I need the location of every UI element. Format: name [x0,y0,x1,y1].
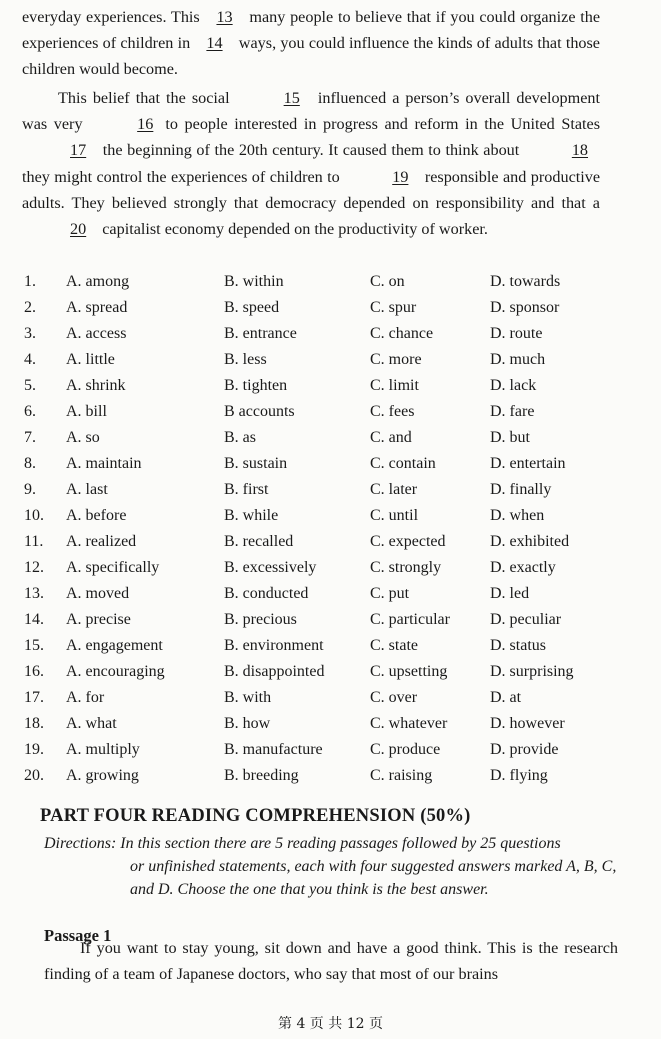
option-d: D. exhibited [490,533,570,550]
question-number: 6. [24,403,36,420]
option-c: C. state [370,637,418,654]
option-c: C. strongly [370,559,442,576]
question-number: 10. [24,507,44,524]
question-number: 14. [24,611,44,628]
blank-13: 13 [216,8,233,26]
option-row [24,425,604,451]
option-a: A. multiply [66,741,140,758]
option-row [24,763,604,789]
blank-15: 15 [283,89,300,107]
option-a: A. encouraging [66,663,165,680]
option-c: C. later [370,481,418,498]
option-row [24,295,604,321]
cloze-text: responsible and productive adults. They believed strongly that democracy depended on responsibility and that a [22,167,601,212]
option-b: B. recalled [224,533,294,550]
option-row [24,711,604,737]
option-d: D. route [490,325,543,342]
page-footer: 第 4 页 共 12 页 [278,1016,383,1032]
option-row [24,581,604,607]
cloze-text: capitalist economy depended on the productivity of worker. [102,220,488,239]
option-a: A. for [66,689,105,706]
option-a: A. little [66,351,115,368]
option-a: A. specifically [66,559,160,576]
option-d: D. led [490,585,530,602]
option-b: B. conducted [224,585,309,602]
option-a: A. growing [66,767,139,784]
blank-19: 19 [392,167,409,186]
option-c: C. more [370,351,422,368]
directions-line-1: In this section there are 5 reading passages followed by 25 questions [120,835,561,852]
option-d: D. exactly [490,559,556,576]
cloze-text: influenced a person’s overall development was very [22,89,601,134]
option-c: C. spur [370,299,417,316]
option-b: B. speed [224,299,280,316]
question-number: 12. [24,559,44,576]
option-d: D. peculiar [490,611,562,628]
option-b: B. environment [224,637,324,654]
option-b: B. breeding [224,767,299,784]
option-b: B. disappointed [224,663,325,680]
question-number: 20. [24,767,44,784]
option-a: A. access [66,325,127,342]
option-d: D. flying [490,767,548,784]
option-b: B. sustain [224,455,288,472]
option-row [24,529,604,555]
cloze-paragraph-1 [22,4,600,83]
option-c: C. on [370,273,405,290]
question-number: 4. [24,351,36,368]
option-a: A. maintain [66,455,142,472]
question-number: 17. [24,689,44,706]
option-b: B. how [224,715,271,732]
option-c: C. particular [370,611,450,628]
question-number: 1. [24,273,36,290]
cloze-text: This belief that the social [58,89,230,107]
option-row [24,503,604,529]
option-row [24,373,604,399]
option-c: C. put [370,585,410,602]
option-d: D. status [490,637,546,654]
option-row [24,737,604,763]
option-row [24,555,604,581]
option-row [24,399,604,425]
option-b: B. as [224,429,256,446]
option-a: A. shrink [66,377,126,394]
question-number: 3. [24,325,36,342]
option-d: D. at [490,689,522,706]
option-d: D. towards [490,273,561,290]
option-c: C. contain [370,455,436,472]
question-number: 11. [24,533,44,550]
option-c: C. expected [370,533,446,550]
option-d: D. when [490,507,545,524]
option-c: C. fees [370,403,415,420]
option-b: B. less [224,351,267,368]
option-b: B. entrance [224,325,297,342]
blank-14: 14 [206,34,223,53]
options-list [24,269,604,789]
passage-title: Passage 1 [44,926,112,945]
directions [44,832,618,901]
option-b: B. tighten [224,377,288,394]
question-number: 15. [24,637,44,654]
option-d: D. much [490,351,546,368]
option-b: B accounts [224,403,295,420]
option-c: C. produce [370,741,441,758]
option-d: D. fare [490,403,535,420]
question-number: 7. [24,429,36,446]
cloze-text: to people interested in progress and reform in the United States [165,115,601,134]
option-row [24,451,604,477]
directions-line-2: or unfinished statements, each with four suggested answers marked A, B, C, and D. Choose the one that you think is the best answer. [130,858,617,898]
option-d: D. surprising [490,663,574,680]
option-a: A. among [66,273,130,290]
option-row [24,633,604,659]
option-b: B. within [224,273,284,290]
blank-20: 20 [70,220,87,239]
option-a: A. so [66,429,100,446]
option-b: B. while [224,507,279,524]
option-row [24,477,604,503]
option-c: C. over [370,689,418,706]
option-row [24,607,604,633]
option-a: A. bill [66,403,107,420]
question-number: 5. [24,377,36,394]
option-row [24,347,604,373]
option-c: C. raising [370,767,433,784]
directions-label: Directions: [44,835,117,852]
cloze-text: the beginning of the 20th century. It caused them to think about [102,141,520,160]
option-b: B. manufacture [224,741,323,758]
blank-17: 17 [70,141,87,160]
option-d: D. entertain [490,455,566,472]
option-a: A. engagement [66,637,163,654]
blank-16: 16 [137,115,154,134]
question-number: 2. [24,299,36,316]
question-number: 18. [24,715,44,732]
option-d: D. finally [490,481,552,498]
question-number: 13. [24,585,44,602]
option-row [24,685,604,711]
option-a: A. spread [66,299,128,316]
question-number: 19. [24,741,44,758]
option-a: A. realized [66,533,137,550]
cloze-text: ways, you could influence the kinds of adults that those children would become. [22,34,600,79]
option-c: C. upsetting [370,663,448,680]
passage-text: If you want to stay young, sit down and have a good think. This is the research finding of a team of Japanese doctors, who say that most of our brains [44,939,618,983]
option-a: A. last [66,481,108,498]
option-b: B. first [224,481,269,498]
option-a: A. precise [66,611,131,628]
question-number: 8. [24,455,36,472]
option-row [24,321,604,347]
cloze-text: they might control the experiences of children to [22,167,340,186]
option-b: B. excessively [224,559,317,576]
option-b: B. with [224,689,272,706]
option-a: A. before [66,507,127,524]
option-c: C. whatever [370,715,448,732]
option-row [24,269,604,295]
option-c: C. chance [370,325,434,342]
option-d: D. but [490,429,530,446]
option-d: D. provide [490,741,559,758]
option-a: A. what [66,715,117,732]
section-heading: PART FOUR READING COMPREHENSION (50%) [40,806,471,826]
question-number: 9. [24,481,36,498]
option-d: D. however [490,715,565,732]
option-d: D. sponsor [490,299,560,316]
blank-18: 18 [571,141,589,160]
cloze-text: many people to believe that if you could organize the experiences of children in [22,8,601,53]
option-c: C. and [370,429,412,446]
option-b: B. precious [224,611,297,628]
option-c: C. limit [370,377,419,394]
question-number: 16. [24,663,44,680]
option-row [24,659,604,685]
option-d: D. lack [490,377,537,394]
cloze-text: everyday experiences. This [22,8,200,26]
option-a: A. moved [66,585,130,602]
option-c: C. until [370,507,419,524]
cloze-paragraph-2 [22,85,600,242]
